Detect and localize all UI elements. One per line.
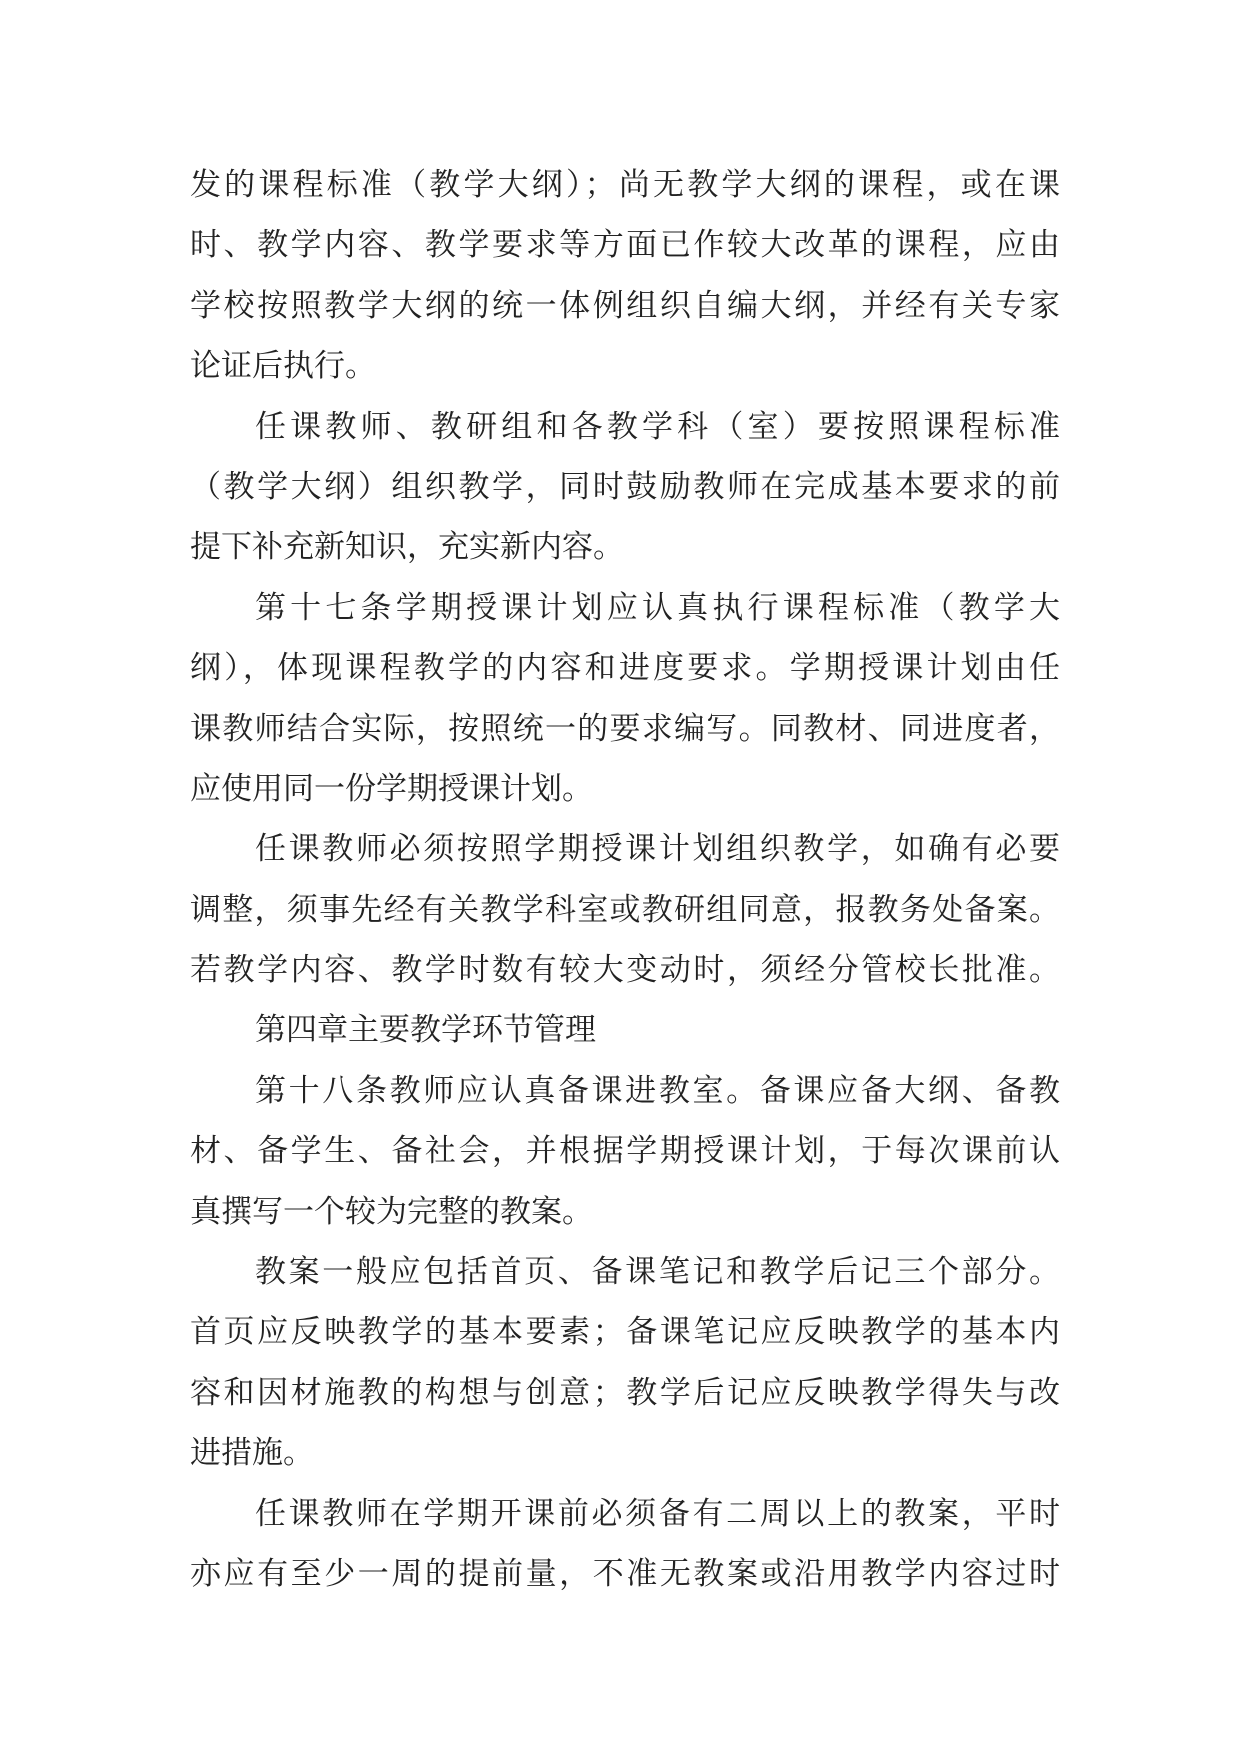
text-line: 第十八条教师应认真备课进教室。备课应备大纲、备教 xyxy=(255,1072,1060,1109)
document-body xyxy=(190,155,1060,1604)
text-line: 课教师结合实际，按照统一的要求编写。同教材、同进度者， xyxy=(190,710,1060,747)
text-line: 任课教师必须按照学期授课计划组织教学，如确有必要 xyxy=(255,831,1060,868)
text-line: 若教学内容、教学时数有较大变动时，须经分管校长批准。 xyxy=(190,952,1060,989)
text-line: 任课教师、教研组和各教学科（室）要按照课程标准 xyxy=(255,408,1060,445)
text-line: 论证后执行。 xyxy=(190,348,376,385)
text-line: 首页应反映教学的基本要素；备课笔记应反映教学的基本内 xyxy=(190,1314,1060,1351)
text-line: 发的课程标准（教学大纲）；尚无教学大纲的课程，或在课 xyxy=(190,167,1060,203)
text-line: 纲），体现课程教学的内容和进度要求。学期授课计划由任 xyxy=(190,650,1060,687)
text-line: 学校按照教学大纲的统一体例组织自编大纲，并经有关专家 xyxy=(190,287,1060,324)
text-line: 真撰写一个较为完整的教案。 xyxy=(190,1193,593,1230)
text-line: 容和因材施教的构想与创意；教学后记应反映教学得失与改 xyxy=(190,1374,1060,1411)
text-line: 应使用同一份学期授课计划。 xyxy=(190,770,593,807)
text-line: 时、教学内容、教学要求等方面已作较大改革的课程，应由 xyxy=(190,227,1060,264)
chapter-heading: 第四章主要教学环节管理 xyxy=(255,1012,596,1049)
text-line: 材、备学生、备社会，并根据学期授课计划，于每次课前认 xyxy=(190,1133,1060,1170)
text-line: 提下补充新知识，充实新内容。 xyxy=(190,529,624,566)
text-line: （教学大纲）组织教学，同时鼓励教师在完成基本要求的前 xyxy=(190,468,1060,505)
text-line: 任课教师在学期开课前必须备有二周以上的教案，平时 xyxy=(255,1495,1060,1532)
text-line: 教案一般应包括首页、备课笔记和教学后记三个部分。 xyxy=(255,1254,1060,1291)
text-line: 亦应有至少一周的提前量，不准无教案或沿用教学内容过时 xyxy=(190,1555,1060,1592)
text-line: 进措施。 xyxy=(190,1435,314,1472)
text-line: 调整，须事先经有关教学科室或教研组同意，报教务处备案。 xyxy=(190,891,1060,928)
text-line: 第十七条学期授课计划应认真执行课程标准（教学大 xyxy=(255,589,1060,626)
